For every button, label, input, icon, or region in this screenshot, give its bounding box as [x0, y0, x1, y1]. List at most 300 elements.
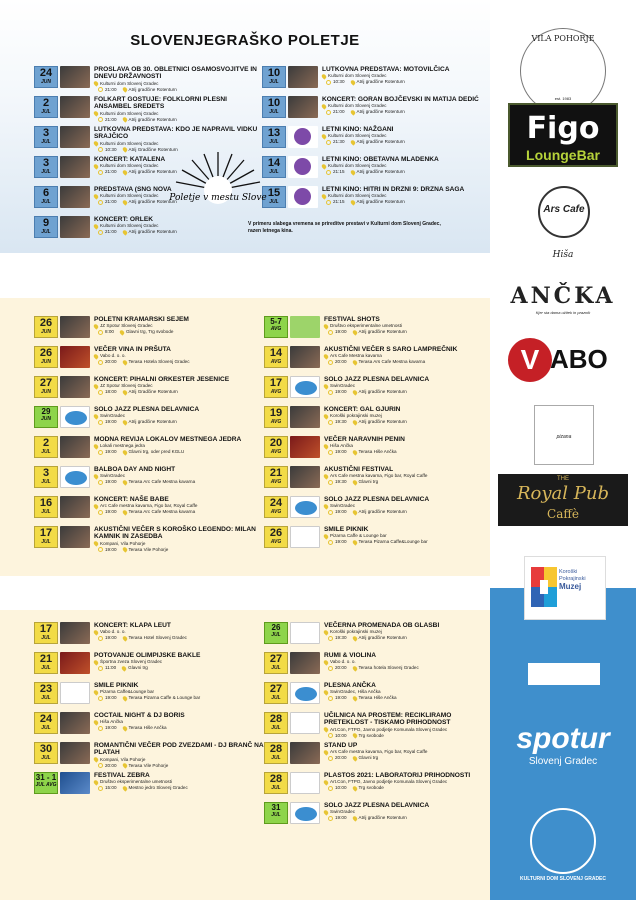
event-time: 20:00	[105, 762, 117, 768]
event-info	[94, 742, 264, 769]
ancka-slogan: Kjer sta dama užitek in praznik	[535, 310, 591, 315]
event-venue: Atrij gradčine Rotenturn	[358, 329, 407, 335]
event-organizer: Koroški pokrajinski muzej	[324, 629, 494, 635]
event-day: 19	[269, 407, 283, 419]
event-time: 19:30	[335, 419, 347, 425]
clock-icon	[328, 666, 333, 671]
swingradec-icon	[65, 411, 87, 425]
event-organizer: SwinGradec	[324, 809, 494, 815]
event-month: AVG	[270, 326, 282, 332]
event-time: 10:00	[335, 732, 347, 738]
event-thumbnail	[288, 96, 318, 118]
event-time-venue	[324, 635, 494, 641]
event-thumbnail	[60, 466, 90, 488]
event-organizer: Vabo d. o. o.	[94, 629, 264, 635]
event-item	[34, 466, 254, 492]
clock-icon	[98, 763, 103, 768]
event-title: KONCERT: PIHALNI ORKESTER JESENICE	[94, 376, 230, 383]
event-item	[34, 526, 254, 552]
event-time: 20:00	[105, 359, 117, 365]
vabo-logo	[508, 338, 620, 382]
event-month: AVG	[270, 389, 282, 395]
hisa-text: Hiša	[552, 250, 574, 260]
clock-icon	[328, 420, 333, 425]
event-item	[264, 376, 484, 402]
event-title: UČILNICA NA PROSTEM: RECIKLIRAMO PRETEKLOST - TISKAMO PRIHODNOST	[324, 712, 452, 727]
location-pin-icon	[93, 629, 99, 635]
event-day: 17	[269, 377, 283, 389]
location-pin-icon	[349, 109, 355, 115]
event-venue: Atrij gradčine Rotenturn	[128, 199, 177, 205]
event-item	[264, 496, 484, 522]
event-info	[324, 772, 494, 791]
location-pin-icon	[121, 509, 127, 515]
location-pin-icon	[349, 199, 355, 205]
location-pin-icon	[349, 169, 355, 175]
weather-note: V primeru slabega vremena se prireditve prestavi v Kulturni dom Slovenj Gradec, razen letnega kina.	[248, 221, 441, 234]
event-day: 16	[39, 497, 53, 509]
event-title: FOLKART GOSTUJE: FOLKLORNI PLESNI ANSAMBEL SREDETS	[94, 96, 227, 111]
event-title: SOLO JAZZ PLESNA DELAVNICA	[324, 496, 430, 503]
event-thumbnail	[60, 652, 90, 674]
event-month: JUN	[40, 329, 51, 335]
location-pin-icon	[121, 86, 127, 92]
event-month: JUN	[40, 389, 51, 395]
clock-icon	[328, 450, 333, 455]
event-info	[94, 216, 264, 235]
event-organizer: JZ Spotur Slovenj Gradec	[94, 323, 264, 329]
event-month: JUL	[41, 169, 51, 175]
event-time: 18:00	[105, 389, 117, 395]
event-venue: Atrij gradčine Rotenturn	[356, 139, 405, 145]
event-date	[262, 66, 286, 88]
event-time: 19:00	[105, 509, 117, 515]
event-title: AKUSTIČNI VEČER S KOROŠKO LEGENDO: MILAN KAMNIK IN ZASEDBA	[94, 526, 256, 541]
event-time: 21:15	[333, 199, 345, 205]
event-day: 17	[39, 527, 53, 539]
event-date	[34, 496, 58, 518]
event-thumbnail	[60, 316, 90, 338]
event-date	[262, 126, 286, 148]
event-date	[264, 772, 288, 794]
event-item	[264, 316, 484, 342]
event-month: AVG	[270, 479, 282, 485]
event-title: KONCERT: KATALENA	[94, 156, 166, 163]
event-organizer: Art.Con, FTPO, Javno podjetje Komunala Slovenj Gradec	[324, 779, 494, 785]
event-day: 30	[39, 743, 53, 755]
column-right	[264, 622, 484, 832]
event-venue: Atrij gradčine Rotenturn	[358, 419, 407, 425]
event-venue: Mestno jedro Slovenj Gradec	[128, 785, 188, 791]
clock-icon	[98, 786, 103, 791]
event-venue: Atrij gradčine Rotenturn	[356, 199, 405, 205]
event-item	[34, 436, 254, 462]
event-date	[34, 66, 58, 88]
event-date	[264, 652, 288, 674]
event-venue: Atrij gradčine Rotenturn	[128, 86, 177, 92]
clock-icon	[328, 733, 333, 738]
event-venue: Atrij gradčine Rotenturn	[358, 815, 407, 821]
event-time: 19:00	[335, 329, 347, 335]
event-info	[94, 682, 264, 701]
event-month: JUL	[41, 665, 51, 671]
event-venue: Atrij gradčine Rotenturn	[358, 509, 407, 515]
event-month: JUN	[40, 359, 51, 365]
swingradec-icon	[295, 381, 317, 395]
clock-icon	[328, 636, 333, 641]
event-month: JUL	[41, 449, 51, 455]
location-pin-icon	[93, 779, 99, 785]
event-venue: Atrij gradčine Rotenturn	[358, 635, 407, 641]
event-day: 26	[39, 317, 53, 329]
clock-icon	[98, 147, 103, 152]
event-title: KONCERT: ORLEK	[94, 216, 153, 223]
event-time-venue	[324, 785, 494, 791]
event-date	[34, 652, 58, 674]
event-date	[34, 346, 58, 368]
event-title: LUTKOVNA PREDSTAVA: MOTOVILČICA	[322, 66, 450, 73]
event-title: SOLO JAZZ PLESNA DELAVNICA	[94, 406, 200, 413]
location-pin-icon	[121, 695, 127, 701]
koroski-muzej-logo	[524, 556, 606, 620]
event-organizer: Art.Con, FTPO, Javno podjetje Komunala Slovenj Gradec	[324, 727, 494, 733]
clock-icon	[98, 87, 103, 92]
event-venue: Atrij gradčine Rotenturn	[128, 169, 177, 175]
clock-icon	[326, 80, 331, 85]
event-thumbnail	[60, 526, 90, 548]
clock-icon	[326, 200, 331, 205]
event-venue: Terasa Hotela Slovenj Gradec	[128, 359, 190, 365]
event-date	[34, 96, 58, 118]
event-title: RUMI & VIOLINA	[324, 652, 377, 659]
event-thumbnail	[60, 186, 90, 208]
event-item	[264, 742, 484, 768]
location-pin-icon	[93, 689, 99, 695]
event-month: JUL	[41, 635, 51, 641]
clock-icon	[328, 786, 333, 791]
event-month: JUL	[269, 139, 279, 145]
event-time-venue	[94, 229, 264, 235]
event-info	[94, 652, 264, 671]
event-thumbnail	[60, 96, 90, 118]
event-title: LETNI KINO: OBETAVNA MLADENKA	[322, 156, 439, 163]
location-pin-icon	[351, 785, 357, 791]
event-item	[34, 742, 264, 768]
location-pin-icon	[351, 732, 357, 738]
event-time-venue	[322, 169, 492, 175]
event-date	[34, 186, 58, 208]
event-date	[264, 742, 288, 764]
event-thumbnail	[60, 66, 90, 88]
event-month: JUL	[41, 109, 51, 115]
event-month: JUL	[41, 725, 51, 731]
clock-icon	[98, 547, 103, 552]
clock-icon	[98, 636, 103, 641]
event-time-venue	[324, 509, 494, 515]
location-pin-icon	[351, 539, 357, 545]
event-venue: Atrij gradčine Rotenturn	[356, 169, 405, 175]
clock-icon	[98, 510, 103, 515]
location-pin-icon	[121, 419, 127, 425]
event-venue: Trg svobode	[358, 785, 384, 791]
figo-lounge-bar-logo	[508, 103, 618, 167]
location-pin-icon	[323, 323, 329, 329]
event-info	[324, 742, 494, 761]
event-item	[34, 406, 254, 432]
event-month: JUL	[41, 695, 51, 701]
event-time-venue	[322, 139, 492, 145]
event-thumbnail	[60, 496, 90, 518]
event-day: 20	[269, 437, 283, 449]
event-day: 28	[269, 713, 283, 725]
event-time: 10:30	[333, 79, 345, 85]
event-day: 10	[267, 67, 281, 79]
event-thumbnail	[60, 436, 90, 458]
event-time: 21:00	[105, 199, 117, 205]
event-date	[34, 376, 58, 398]
swingradec-icon	[295, 501, 317, 515]
clock-icon	[98, 420, 103, 425]
location-pin-icon	[323, 503, 329, 509]
event-date	[34, 466, 58, 488]
location-pin-icon	[121, 785, 127, 791]
event-month: JUL	[41, 479, 51, 485]
location-pin-icon	[93, 193, 99, 199]
event-info	[94, 496, 264, 515]
event-item	[264, 712, 484, 738]
event-date	[34, 712, 58, 734]
swingradec-icon	[65, 471, 87, 485]
event-organizer: Kulturni dom Slovenj Gradec	[94, 111, 264, 117]
event-time: 21:00	[105, 86, 117, 92]
location-pin-icon	[351, 389, 357, 395]
event-thumbnail	[290, 436, 320, 458]
event-thumbnail	[290, 526, 320, 548]
event-info	[322, 96, 492, 115]
event-thumbnail	[60, 712, 90, 734]
event-date	[34, 742, 58, 764]
event-item	[34, 496, 254, 522]
event-venue: Terasa Pizarna Caffe & Lounge bar	[128, 695, 201, 701]
event-date	[264, 436, 288, 458]
spotur-subtitle: Slovenj Gradec	[528, 756, 598, 767]
event-time: 20:00	[335, 755, 347, 761]
event-time-venue	[94, 389, 264, 395]
event-day: 3	[42, 157, 50, 169]
event-title: PROSLAVA OB 30. OBLETNICI OSAMOSVOJITVE IN DNEVU DRŽAVNOSTI	[94, 66, 257, 81]
location-pin-icon	[323, 383, 329, 389]
event-month: JUL	[41, 139, 51, 145]
event-title: MODNA REVIJA LOKALOV MESTNEGA JEDRA	[94, 436, 242, 443]
location-pin-icon	[121, 665, 127, 671]
event-thumbnail	[290, 712, 320, 734]
event-item	[264, 526, 484, 552]
event-month: JUL AVG	[35, 782, 57, 788]
event-time: 19:00	[105, 695, 117, 701]
royal-the: THE	[557, 476, 569, 482]
event-thumbnail	[290, 466, 320, 488]
location-pin-icon	[121, 546, 127, 552]
event-venue: Atrij gradčine Rotenturn	[356, 79, 405, 85]
location-pin-icon	[93, 756, 99, 762]
event-time-venue	[324, 449, 494, 455]
event-venue: Terasa Arc Cafe Mestna kavarna	[128, 509, 196, 515]
event-thumbnail	[290, 316, 320, 338]
event-month: JUL	[269, 109, 279, 115]
event-info	[94, 66, 264, 93]
event-thumbnail	[288, 186, 318, 208]
location-pin-icon	[93, 110, 99, 116]
event-day: 10	[267, 97, 281, 109]
event-item	[34, 316, 254, 342]
event-organizer: SwinGradec, Hiša Ančka	[324, 689, 494, 695]
location-pin-icon	[351, 815, 357, 821]
event-info	[324, 652, 494, 671]
location-pin-icon	[321, 73, 327, 79]
location-pin-icon	[349, 139, 355, 145]
location-pin-icon	[93, 353, 99, 359]
location-pin-icon	[121, 199, 127, 205]
event-date	[264, 406, 288, 428]
event-item	[264, 772, 484, 798]
event-time: 19:00	[105, 449, 117, 455]
event-thumbnail	[60, 376, 90, 398]
muzej-icon	[531, 567, 557, 607]
event-date	[34, 772, 58, 794]
event-day: 3	[42, 467, 50, 479]
clock-icon	[98, 390, 103, 395]
event-title: POTOVANJE OLIMPIJSKE BAKLE	[94, 652, 201, 659]
spotur-logo	[490, 722, 636, 767]
event-time: 19:00	[335, 389, 347, 395]
location-pin-icon	[351, 509, 357, 515]
event-month: AVG	[270, 539, 282, 545]
clock-icon	[98, 726, 103, 731]
event-organizer: Kulturni dom Slovenj Gradec	[94, 193, 264, 199]
event-item	[264, 652, 484, 678]
event-item	[34, 346, 254, 372]
event-organizer: Pizarna Caffe&Lounge bar	[94, 689, 264, 695]
royal-pub-text: Royal Pub	[517, 483, 609, 504]
location-pin-icon	[119, 329, 125, 335]
event-day: 13	[267, 127, 281, 139]
event-time: 19:00	[335, 449, 347, 455]
location-pin-icon	[93, 80, 99, 86]
event-info	[94, 406, 264, 425]
event-organizer: Vabo d. o. o.	[324, 659, 494, 665]
clock-icon	[328, 510, 333, 515]
event-date	[264, 802, 288, 824]
event-venue: Atrij gradčine Rotenturn	[358, 389, 407, 395]
event-month: JUL	[41, 755, 51, 761]
event-time: 19:00	[105, 479, 117, 485]
event-thumbnail	[290, 802, 320, 824]
event-info	[322, 186, 492, 205]
clock-icon	[326, 110, 331, 115]
event-thumbnail	[60, 126, 90, 148]
event-venue: Glavni trg	[358, 479, 379, 485]
event-organizer: Ars Cafe mestna kavarna, Figo bar, Royal Caffe	[324, 473, 494, 479]
event-date	[34, 406, 58, 428]
location-pin-icon	[93, 163, 99, 169]
event-time: 19:30	[335, 479, 347, 485]
event-info	[322, 126, 492, 145]
location-pin-icon	[121, 229, 127, 235]
event-venue: Terasa hotela Slovenj Gradec	[358, 665, 419, 671]
clock-icon	[98, 230, 103, 235]
event-date	[34, 316, 58, 338]
location-pin-icon	[93, 323, 99, 329]
event-venue: Trg svobode	[358, 732, 384, 738]
location-pin-icon	[93, 413, 99, 419]
vabo-text: ABO	[550, 344, 608, 374]
event-time: 21:00	[105, 169, 117, 175]
event-time: 11:00	[105, 665, 117, 671]
event-thumbnail	[290, 346, 320, 368]
location-pin-icon	[351, 755, 357, 761]
location-pin-icon	[349, 79, 355, 85]
event-thumbnail	[60, 406, 90, 428]
event-title: VEČER VINA IN PRŠUTA	[94, 346, 171, 353]
event-venue: Atrij gradčine Rotenturn	[128, 419, 177, 425]
event-month: JUL	[271, 755, 281, 761]
event-day: 23	[39, 683, 53, 695]
event-venue: Atrij Gradčine Rotenturn	[128, 146, 178, 152]
event-item	[34, 622, 254, 648]
event-organizer: Arc Cafe mestna kavarna, Figo bar, Royal Caffe	[94, 503, 264, 509]
event-venue: Atrij Gradčine Rotenturn	[128, 389, 178, 395]
event-info	[94, 772, 264, 791]
event-item	[262, 126, 482, 152]
event-organizer: Ars Cafe mestna kavarna, Figo bar, Royal Caffe	[324, 749, 494, 755]
event-day: 5-7	[270, 317, 282, 326]
event-time-venue	[324, 359, 494, 365]
sun-logo	[168, 148, 268, 218]
location-pin-icon	[93, 659, 99, 665]
event-day: 6	[42, 187, 50, 199]
event-item	[264, 436, 484, 462]
event-organizer: Kulturni dom Slovenj Gradec	[322, 73, 492, 79]
location-pin-icon	[321, 133, 327, 139]
clock-icon	[98, 450, 103, 455]
event-month: JUL	[271, 812, 281, 818]
event-day: 2	[42, 437, 50, 449]
event-time: 19:00	[335, 695, 347, 701]
event-day: 21	[39, 653, 53, 665]
event-time-venue	[94, 449, 264, 455]
event-organizer: Ars Cafe Mestna kavarna	[324, 353, 494, 359]
event-item	[264, 622, 484, 648]
event-title: LETNI KINO: NAŽGANI	[322, 126, 394, 133]
event-time: 21:00	[105, 229, 117, 235]
event-date	[264, 466, 288, 488]
event-time: 19:30	[335, 635, 347, 641]
event-info	[94, 622, 264, 641]
event-time: 19:00	[335, 539, 347, 545]
event-time: 10:30	[105, 146, 117, 152]
event-time: 19:00	[105, 635, 117, 641]
clock-icon	[326, 170, 331, 175]
event-time: 20:00	[335, 359, 347, 365]
event-month: AVG	[270, 509, 282, 515]
event-time: 10:00	[335, 785, 347, 791]
event-organizer: SwinGradec	[94, 473, 264, 479]
location-pin-icon	[323, 629, 329, 635]
event-venue: Terasa Hiše Ančka	[128, 725, 167, 731]
event-time-venue	[94, 419, 264, 425]
section-cultural-events	[0, 0, 490, 253]
event-venue: Terasa Arc Cafe Mestna kavarna	[128, 479, 196, 485]
